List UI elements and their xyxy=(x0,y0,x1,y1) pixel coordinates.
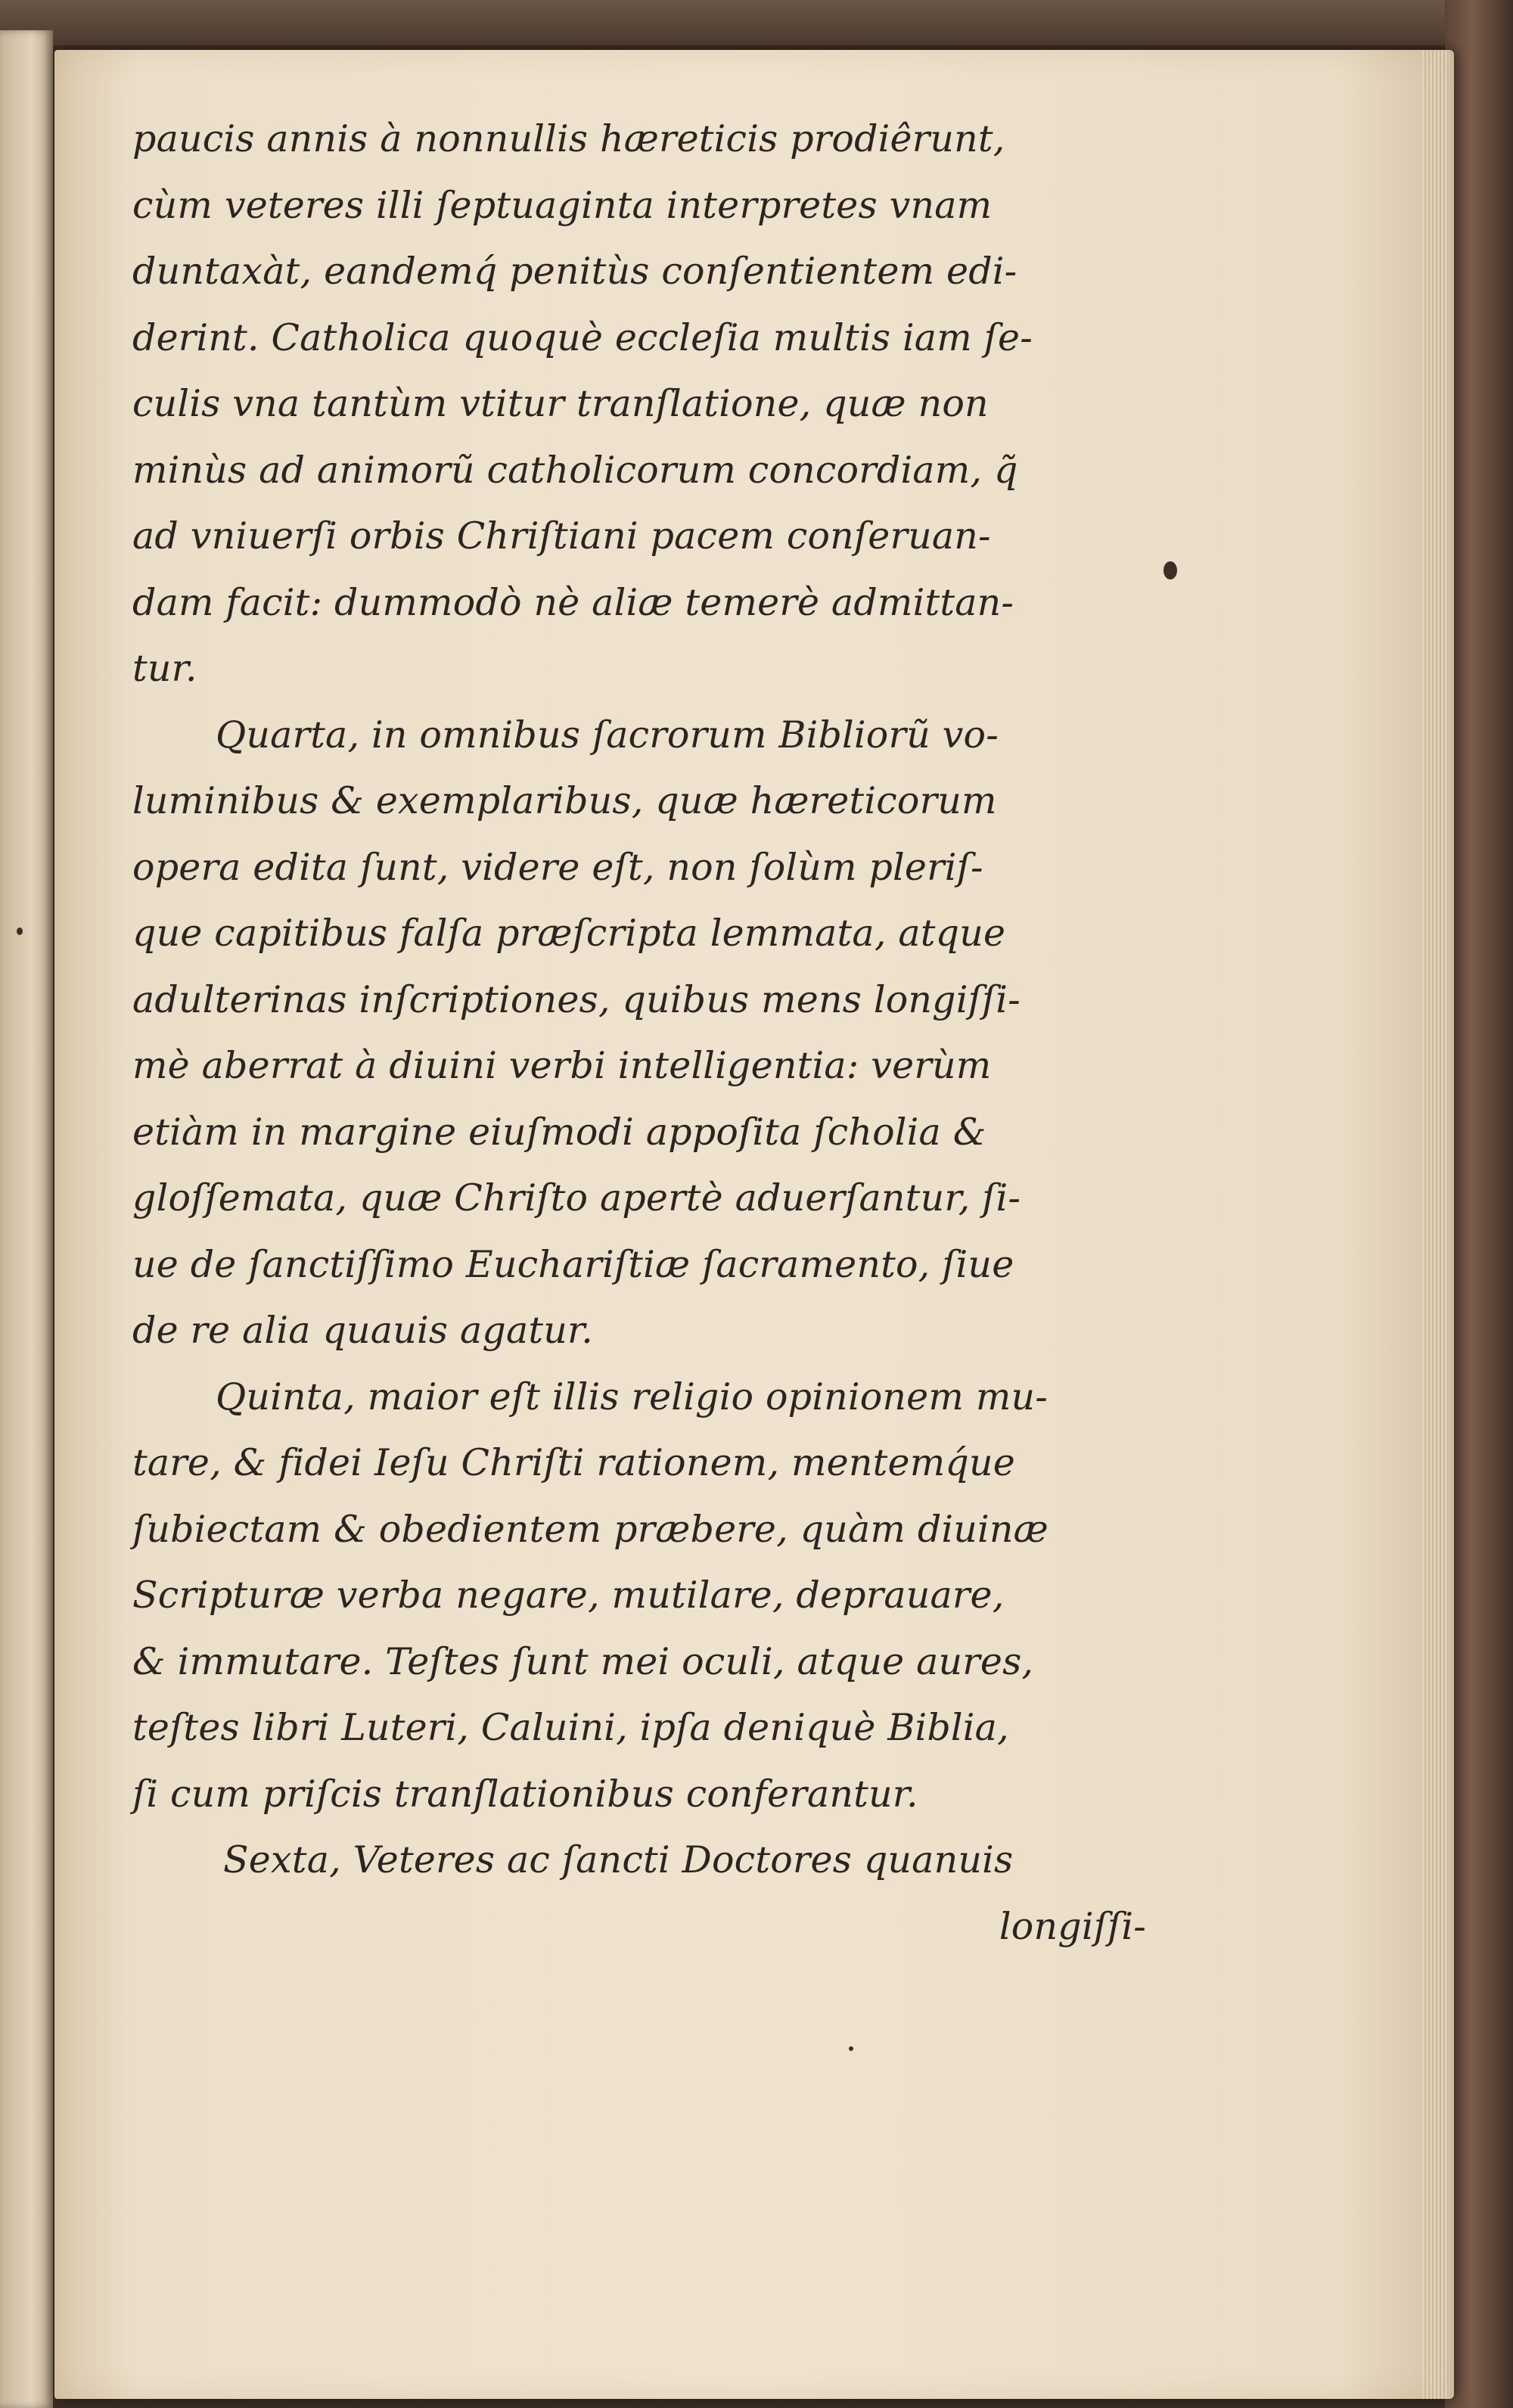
paragraph-start-line: Sexta, Veteres ac ſancti Doctores quanuis xyxy=(223,1838,1014,1881)
text-line: que capitibus falſa præſcripta lemmata, atque xyxy=(132,912,1006,955)
text-line: dam facit: dummodò nè aliæ temerè admittan- xyxy=(132,580,1014,624)
text-line: minùs ad animorũ catholicorum concordiam, q̃ xyxy=(132,448,1018,492)
facing-page-edge xyxy=(0,30,53,2408)
page-fore-edge xyxy=(1422,50,1449,2399)
ink-speck xyxy=(849,2046,853,2051)
text-line: de re alia quauis agatur. xyxy=(132,1309,594,1352)
catchword: longiſſi- xyxy=(999,1904,1146,1948)
text-line: tur. xyxy=(132,647,197,690)
text-line: culis vna tantùm vtitur tranſlatione, quæ non xyxy=(132,382,989,425)
text-line: etiàm in margine eiuſmodi appoſita ſcholia & xyxy=(132,1110,986,1154)
text-line: cùm veteres illi ſeptuaginta interpretes vnam xyxy=(132,183,993,227)
paragraph-start-line: Quinta, maior eſt illis religio opinionem mu- xyxy=(216,1375,1048,1418)
text-line: teſtes libri Luteri, Caluini, ipſa deniquè Biblia, xyxy=(132,1706,1009,1749)
text-block xyxy=(132,106,1146,1959)
paragraph-start-line: Quarta, in omnibus ſacrorum Bibliorũ vo- xyxy=(216,713,999,757)
text-line: paucis annis à nonnullis hæreticis prodiêrunt, xyxy=(132,117,1005,160)
book-right-cover xyxy=(1445,0,1513,2408)
text-line: adulterinas inſcriptiones, quibus mens longiſſi- xyxy=(132,977,1021,1021)
text-line: Scripturæ verba negare, mutilare, deprauare, xyxy=(132,1574,1005,1617)
text-line: luminibus & exemplaribus, quæ hæreticorum xyxy=(132,779,997,822)
ink-speck xyxy=(17,927,23,935)
text-line: derint. Catholica quoquè eccleſia multis iam ſe- xyxy=(132,315,1033,359)
book-top-cover xyxy=(0,0,1513,45)
text-line: mè aberrat à diuini verbi intelligentia: verùm xyxy=(132,1044,992,1087)
text-line: opera edita ſunt, videre eſt, non ſolùm pleriſ- xyxy=(132,845,983,889)
text-line: ad vniuerſi orbis Chriſtiani pacem conſeruan- xyxy=(132,514,991,558)
text-line: ſubiectam & obedientem præbere, quàm diuinæ xyxy=(132,1507,1049,1551)
text-line: gloſſemata, quæ Chriſto apertè aduerſantur, ſi- xyxy=(132,1176,1021,1220)
text-line: ue de ſanctiſſimo Euchariſtiæ ſacramento, ſiue xyxy=(132,1242,1014,1286)
text-line: tare, & fidei Ieſu Chriſti rationem, mentemq́ue xyxy=(132,1441,1015,1484)
text-line: duntaxàt, eandemq́ penitùs conſentientem edi- xyxy=(132,250,1017,293)
ink-spot xyxy=(1163,561,1177,579)
text-line: & immutare. Teſtes ſunt mei oculi, atque aures, xyxy=(132,1639,1034,1683)
text-line: ſi cum priſcis tranſlationibus conferantur. xyxy=(132,1772,918,1816)
